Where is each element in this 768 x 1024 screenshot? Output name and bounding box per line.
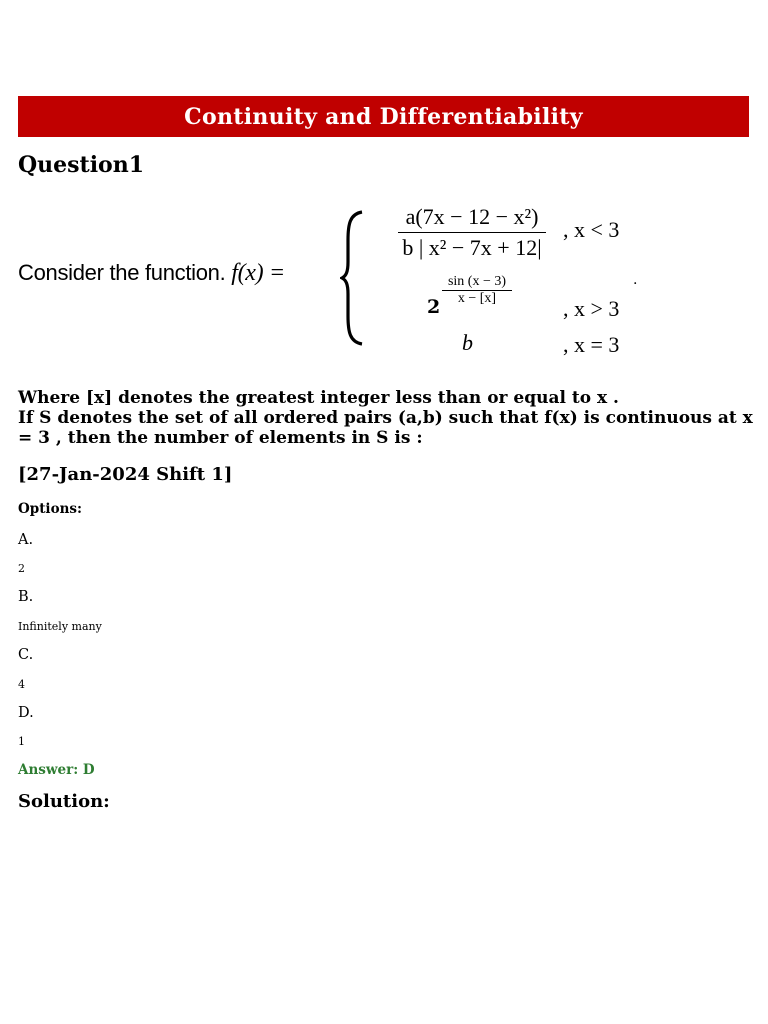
exam-tag: [27-Jan-2024 Shift 1] bbox=[18, 464, 233, 485]
case2-exp-numerator: sin (x − 3) bbox=[447, 274, 507, 289]
option-d-value: 1 bbox=[18, 735, 25, 748]
case1-fraction bbox=[398, 204, 546, 261]
option-b-letter: B. bbox=[18, 589, 34, 605]
question-description bbox=[18, 388, 753, 448]
option-b-value: Infinitely many bbox=[18, 620, 102, 633]
intro-text: Consider the function. bbox=[18, 260, 226, 285]
option-d-letter: D. bbox=[18, 705, 34, 721]
option-c-value: 4 bbox=[18, 678, 25, 691]
case3-value: b bbox=[462, 330, 473, 355]
case1-condition: , x < 3 bbox=[563, 217, 620, 242]
case2-exp-denominator: x − [x] bbox=[442, 290, 512, 307]
case3-condition: , x = 3 bbox=[563, 332, 620, 357]
case2-condition: , x > 3 bbox=[563, 296, 620, 321]
function-intro bbox=[18, 260, 285, 287]
options-heading: Options: bbox=[18, 501, 82, 517]
trailing-dot: . bbox=[633, 272, 638, 288]
case2-base: 2 bbox=[427, 296, 441, 318]
question-title: Question1 bbox=[18, 152, 145, 178]
solution-heading: Solution: bbox=[18, 791, 110, 812]
case1-numerator: a(7x − 12 − x²) bbox=[405, 204, 539, 229]
option-c-letter: C. bbox=[18, 647, 34, 663]
answer-label: Answer: D bbox=[18, 762, 95, 778]
chapter-banner bbox=[18, 96, 749, 137]
case2-exponent bbox=[442, 274, 512, 307]
chapter-title: Continuity and Differentiability bbox=[184, 103, 583, 130]
description-line-1: Where [x] denotes the greatest integer less than or equal to x . bbox=[18, 388, 619, 408]
option-a-letter: A. bbox=[18, 532, 34, 548]
piecewise-brace bbox=[340, 210, 366, 346]
function-name: f(x) = bbox=[231, 260, 285, 286]
option-a-value: 2 bbox=[18, 562, 25, 575]
case1-denominator: b | x² − 7x + 12| bbox=[398, 232, 546, 261]
description-line-2: If S denotes the set of all ordered pairs (a,b) such that f(x) is continuous at x = 3 , then the number of elements in S is : bbox=[18, 408, 753, 448]
